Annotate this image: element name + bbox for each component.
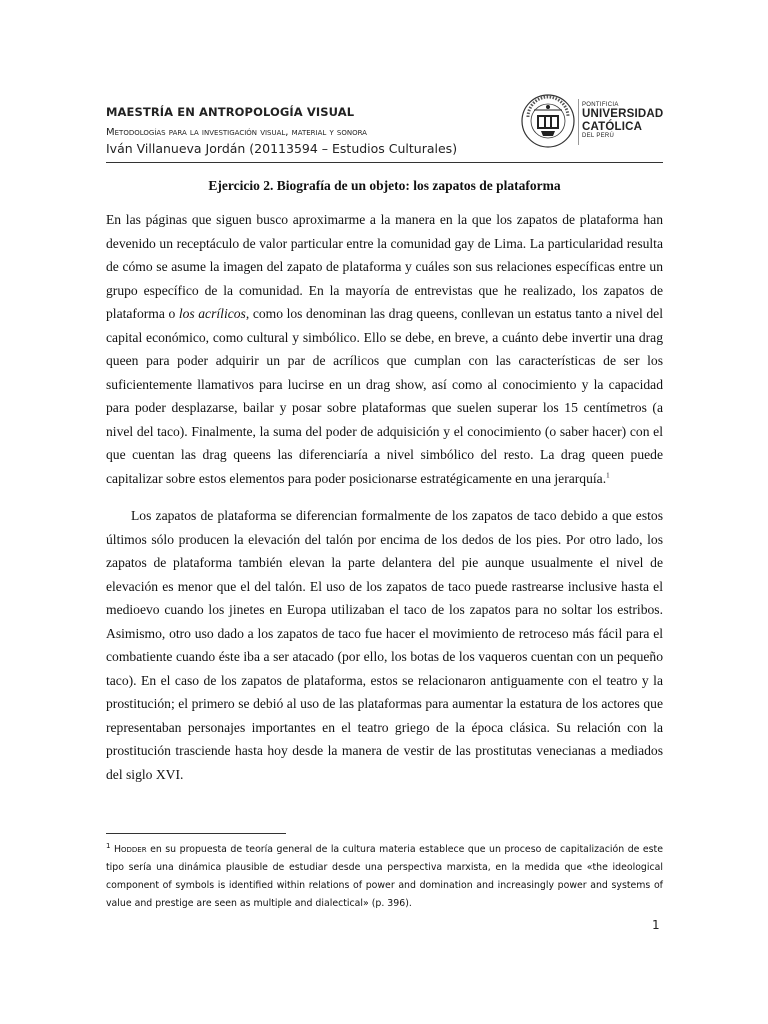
- footnote-author: Hodder: [113, 844, 147, 855]
- footnote-divider: [106, 833, 286, 834]
- document-title: Ejercicio 2. Biografía de un objeto: los zapatos de plataforma: [208, 178, 561, 193]
- university-logo: [520, 93, 664, 155]
- logo-divider: [578, 99, 579, 145]
- logo-line-4: DEL PERÚ: [582, 133, 615, 139]
- footnote-reference[interactable]: 1: [606, 470, 610, 479]
- logo-line-1: PONTIFICIA: [582, 102, 619, 108]
- paragraph-1-text-b: , como los denominan las drag queens, conllevan un estatus tanto a nivel del capital económico, como cultural y simbólico. Ello se debe, en breve, a cuánto debe invertir una drag queen para poder adquirir un par de acrílicos que cumplan con las características de ser los suficientemente llamativos para lucirse en un drag show, así como al conocimiento y la capacidad para poder desplazarse, bailar y posar sobre plataformas que suelen superar los 15 centímetros (a nivel del taco). Finalmente, la suma del poder de adquisición y el conocimiento (o saber hacer) con el que cuentan las drag queens las diferenciaría a nivel simbólico del resto. La drag queen puede capitalizar sobre estos elementos para poder posicionarse estratégicamente en una jerarquía.: [106, 306, 663, 486]
- page-number: 1: [652, 918, 660, 932]
- paragraph-1: [106, 208, 663, 490]
- program-title: MAESTRÍA EN ANTROPOLOGÍA VISUAL: [106, 105, 355, 119]
- logo-line-2: UNIVERSIDAD: [582, 108, 664, 120]
- university-seal-icon: [520, 93, 576, 149]
- paragraph-2: Los zapatos de plataforma se diferencian formalmente de los zapatos de taco debido a que estos últimos sólo producen la elevación del talón por encima de los dedos de los pies. Por otro lado, los zapatos de plataforma también elevan la parte delantera del pie aunque usualmente el nivel de elevación es menor que el del talón. El uso de los zapatos de taco puede rastrearse inclusive hasta el medioevo cuando los jinetes en Europa utilizaban el taco de los zapatos para no soltar los estribos. Asimismo, otro uso dado a los zapatos de taco fue hacer el movimiento de retroceso más fácil para el combatiente cuando éste iba a ser atacado (por ello, los botas de los vaqueros cuentan con un pequeño taco). En el caso de los zapatos de plataforma, estos se relacionaron antiguamente con el teatro y la prostitución; el primero se debió al uso de las plataformas para aumentar la estatura de los actores que representaban personajes importantes en el teatro griego de la época clásica. Su relación con la prostitución trasciende hasta hoy desde la manera de vestir de las prostitutas venecianas a mediados del siglo XVI.: [106, 508, 663, 782]
- logo-line-3: CATÓLICA: [582, 120, 643, 133]
- header-divider: [106, 162, 663, 163]
- document-body: [106, 208, 663, 786]
- paragraph-1-italic-term: los acrílicos: [178, 306, 246, 321]
- paragraph-1-text-a: En las páginas que siguen busco aproximarme a la manera en la que los zapatos de plataforma han devenido un receptáculo de valor particular entre la comunidad gay de Lima. La particularidad resulta de cómo se asume la imagen del zapato de plataforma y cuáles son sus relaciones específicas entre un grupo específico de la comunidad. En la mayoría de entrevistas que he realizado, los zapatos de plataforma o: [106, 212, 663, 321]
- author-line: Iván Villanueva Jordán (20113594 – Estudios Culturales): [106, 141, 458, 156]
- course-name: Metodologías para la investigación visual, material y sonora: [106, 127, 367, 138]
- university-name: [582, 102, 663, 139]
- footnote-text: en su propuesta de teoría general de la cultura materia establece que un proceso de capitalización de este tipo sería una dinámica plausible de estudiar desde una perspectiva marxista, en la medida que «the ideological component of symbols is identified within relations of power and domination and increasingly power and systems of value and prestige are seen as multiple and dialectical» (p. 396).: [106, 844, 663, 909]
- footnote: [106, 841, 663, 913]
- footnote-number: 1: [106, 841, 111, 850]
